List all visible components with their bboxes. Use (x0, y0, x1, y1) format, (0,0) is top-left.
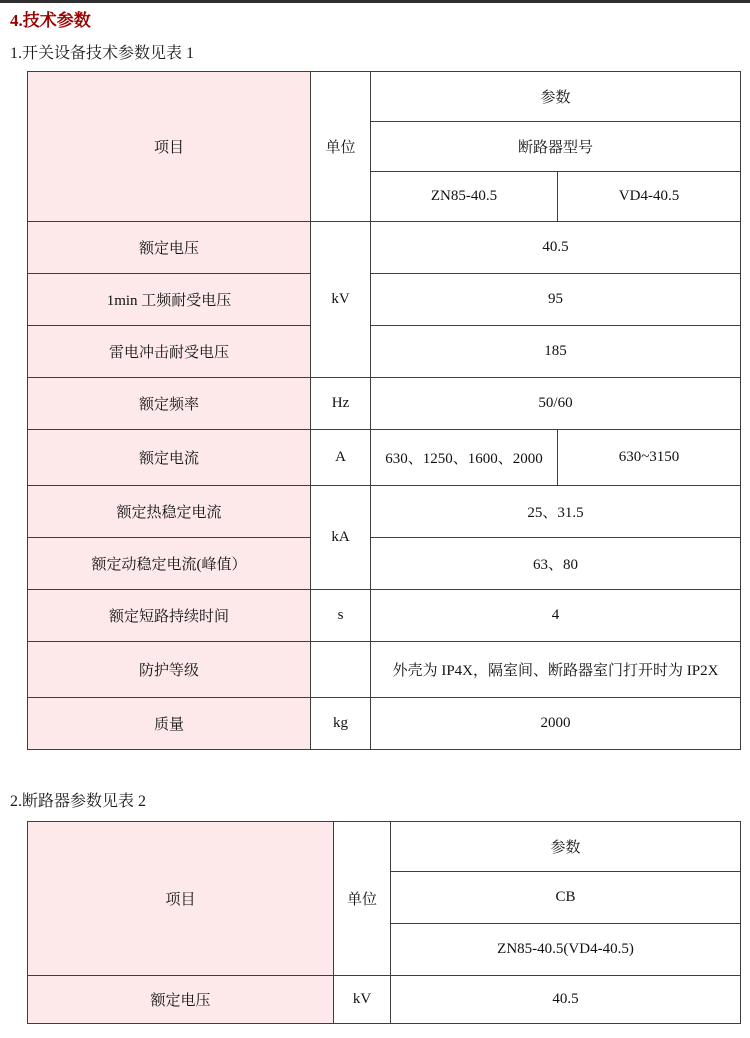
item-cell: 额定电流 (28, 430, 311, 486)
table-row (28, 822, 741, 872)
value-cell: 40.5 (371, 222, 741, 274)
item-cell: 质量 (28, 698, 311, 750)
header-item-cell: 项目 (28, 72, 311, 222)
value-cell: 25、31.5 (371, 486, 741, 538)
header-unit-cell: 单位 (311, 72, 371, 222)
table-row (28, 378, 741, 430)
unit-cell: A (311, 430, 371, 486)
value-cell: 95 (371, 274, 741, 326)
unit-cell: kg (311, 698, 371, 750)
unit-cell (311, 642, 371, 698)
header-model-vd-cell: VD4-40.5 (558, 172, 741, 222)
value-vd-cell: 630~3150 (558, 430, 741, 486)
table-row (28, 486, 741, 538)
item-cell: 额定电压 (28, 222, 311, 274)
section-2-heading: 2.断路器参数见表 2 (10, 793, 147, 810)
header-unit-cell: 单位 (334, 822, 391, 976)
header-param-cell: 参数 (371, 72, 741, 122)
header-breaker-model-cell: 断路器型号 (371, 122, 741, 172)
value-cell: 185 (371, 326, 741, 378)
value-cell: 63、80 (371, 538, 741, 590)
value-cell: 外壳为 IP4X，隔室间、断路器室门打开时为 IP2X (371, 642, 741, 698)
switchgear-params-table (27, 71, 741, 750)
table-row (28, 274, 741, 326)
item-cell: 额定短路持续时间 (28, 590, 311, 642)
item-cell: 额定动稳定电流(峰值） (28, 538, 311, 590)
value-zn-cell: 630、1250、1600、2000 (371, 430, 558, 486)
table-row (28, 976, 741, 1024)
item-cell: 额定频率 (28, 378, 311, 430)
table-row (28, 72, 741, 122)
unit-cell: kA (311, 486, 371, 590)
header-param-cell: 参数 (391, 822, 741, 872)
header-device-cell: CB (391, 872, 741, 924)
unit-cell: s (311, 590, 371, 642)
table-row (28, 538, 741, 590)
section-1-heading: 1.开关设备技术参数见表 1 (10, 45, 195, 62)
unit-cell: Hz (311, 378, 371, 430)
item-cell: 防护等级 (28, 642, 311, 698)
table-row (28, 590, 741, 642)
unit-cell: kV (311, 222, 371, 378)
table-row (28, 326, 741, 378)
table-row (28, 430, 741, 486)
table-row (28, 698, 741, 750)
item-cell: 额定电压 (28, 976, 334, 1024)
table-row (28, 642, 741, 698)
item-cell: 1min 工频耐受电压 (28, 274, 311, 326)
header-model-zn-cell: ZN85-40.5 (371, 172, 558, 222)
table-row (28, 222, 741, 274)
item-cell: 雷电冲击耐受电压 (28, 326, 311, 378)
value-cell: 40.5 (391, 976, 741, 1024)
value-cell: 2000 (371, 698, 741, 750)
value-cell: 4 (371, 590, 741, 642)
page-top-rule (0, 0, 750, 3)
unit-cell: kV (334, 976, 391, 1024)
item-cell: 额定热稳定电流 (28, 486, 311, 538)
page-title: 4.技术参数 (10, 11, 91, 30)
header-model-cell: ZN85-40.5(VD4-40.5) (391, 924, 741, 976)
breaker-params-table (27, 821, 741, 1024)
value-cell: 50/60 (371, 378, 741, 430)
header-item-cell: 项目 (28, 822, 334, 976)
